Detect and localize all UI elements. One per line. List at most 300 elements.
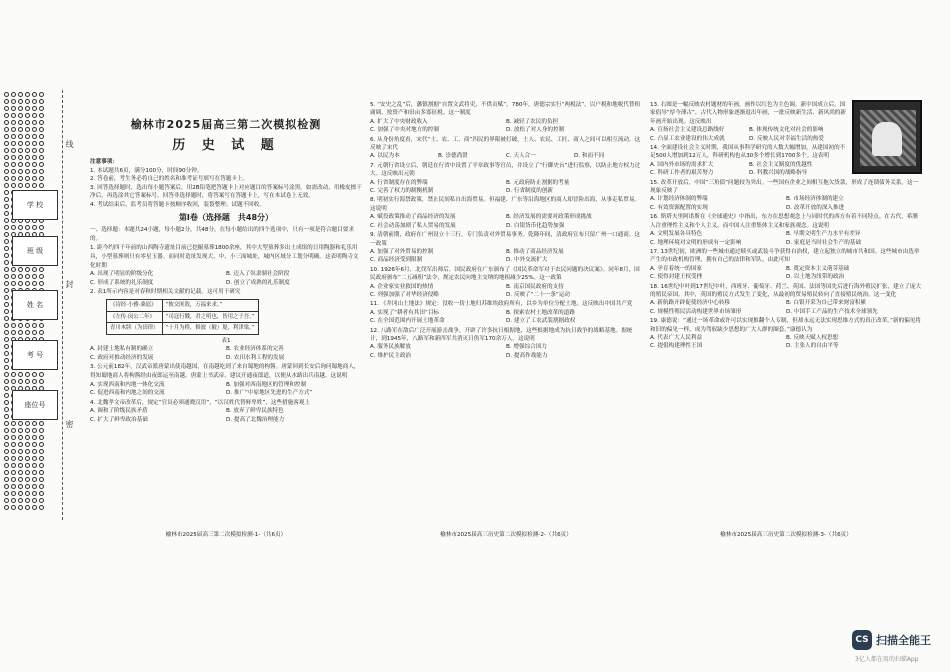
bubble [4, 190, 9, 195]
bubble [18, 155, 23, 160]
question-stem: 4. 北魏孝文帝改革后，规定“官员必须通晓汉语”，“以汉姓代替鲜卑姓”，这些措施客观上 [90, 399, 311, 406]
question-stem: 2. 表1所示内容是对春秋时期相关文献的记载。这可用于研究 [90, 289, 241, 296]
answer-option: C. 使得封建王权受挫 [650, 274, 703, 281]
bubble [25, 330, 30, 335]
cut-label-feng: 封 [65, 280, 74, 288]
bubble [39, 442, 44, 447]
answer-option: C. 完善了权力的制衡机制 [370, 188, 434, 195]
bubble [32, 183, 37, 188]
answer-option: A. 企业家实业救国的热情 [370, 283, 434, 290]
bubble [32, 505, 37, 510]
question-stem: 13. 右图是一幅反映农村题材的年画，画作以红色为主色调。新中国成立后，国家倡导“厚今薄古”，古代人物形象逐渐退出年画，一批反映新生活、新风尚的新年画开始出现。这反映出 [650, 102, 846, 125]
bubble [4, 470, 9, 475]
answer-option: B. 经济发展的需要对政策形成挑战 [506, 214, 592, 221]
scanner-tagline: 3亿人都在用的扫描App [855, 656, 919, 663]
column-1 [90, 158, 362, 425]
bubble [11, 155, 16, 160]
answer-option: A. 调和了阶级民族矛盾 [90, 408, 148, 415]
bubble [39, 449, 44, 454]
answer-option: D. 以土地为纽带的政治 [786, 274, 845, 281]
answer-option: A. 国内外市场的需求扩大 [650, 161, 714, 168]
bubble [4, 253, 9, 258]
field-name[interactable]: 姓 名 [12, 290, 58, 320]
bubble [4, 127, 9, 132]
answer-option: D. 主张人的自由平等 [786, 343, 839, 350]
bubble [4, 155, 9, 160]
bubble [25, 127, 30, 132]
bubble [4, 323, 9, 328]
bubble [39, 491, 44, 496]
question-stem: 19. 康德说：“通过一场革命或许可以实现推翻个人专制，但却永远无法实现思维方式的真正改革。”新的偏见将和旧的偏见一样，成为驾驭缺少思想的广大人群的圈套。”康德认为 [650, 318, 921, 333]
bubble [18, 267, 23, 272]
table-cell: “彼交匪敖，万福来求。” [162, 299, 258, 311]
answer-option: A. 以民为本 [370, 153, 400, 160]
bubble [18, 421, 23, 426]
field-exam-number[interactable]: 考 号 [12, 340, 58, 370]
bubble [11, 162, 16, 167]
answer-option: D. 行省制度的创新 [506, 188, 554, 195]
option-list [370, 309, 642, 326]
option-list [370, 118, 642, 135]
bubble [4, 330, 9, 335]
bubble [18, 281, 23, 286]
bubble [11, 491, 16, 496]
answer-option: A. 服务民族解放 [370, 344, 411, 351]
bubble [4, 365, 9, 370]
answer-option: B. 减轻了农民的负担 [506, 118, 559, 125]
bubble [4, 211, 9, 216]
question-stem: 11. 《井冈山土地法》规定：没收一切土地归苏维埃政府所有，以乡为单位分配土地。这反映出中国共产党 [370, 301, 633, 308]
bubble [4, 92, 9, 97]
field-class[interactable]: 班 级 [12, 236, 58, 266]
bubble [18, 99, 23, 104]
bubble [4, 295, 9, 300]
page-footer-1: 榆林市2025届高三第二次模拟检测-1-（共6页） [165, 532, 287, 538]
bubble [25, 162, 30, 167]
answer-option: D. 中国手工产品的生产技术全球领先 [786, 308, 878, 315]
bubble [25, 92, 30, 97]
bubble [39, 183, 44, 188]
option-list [90, 345, 362, 362]
bubble [4, 344, 9, 349]
answer-option: A. 实现西南和内地一体化交流 [90, 381, 165, 388]
bubble [39, 176, 44, 181]
bubble [25, 134, 30, 139]
bubble [39, 106, 44, 111]
answer-option: D. 白银货币化趋势加强 [506, 222, 565, 229]
bubble [4, 106, 9, 111]
table-cell: 《左传·闵公二年》 [107, 311, 163, 323]
scanner-name: 扫描全能王 [876, 634, 931, 647]
bubble [18, 372, 23, 377]
table-cell: “司寇行戮，君之明也，皆用之于吾。” [162, 311, 258, 323]
bubble [11, 141, 16, 146]
bubble [11, 463, 16, 468]
bubble [4, 456, 9, 461]
question-item [370, 327, 642, 361]
answer-option: A. 孕育着统一的国家 [650, 265, 703, 272]
bubble [25, 267, 30, 272]
bubble [25, 421, 30, 426]
bubble [32, 442, 37, 447]
bubble [4, 421, 9, 426]
bubble [11, 169, 16, 174]
bubble [25, 456, 30, 461]
bubble [39, 470, 44, 475]
answer-option: B. 增强综合国力 [506, 344, 547, 351]
answer-option: C. 维护民主政治 [370, 352, 412, 359]
bubble [32, 267, 37, 272]
bubble [18, 505, 23, 510]
question-stem: 12. 八路军在敌后广泛开展游击战争，开辟了许多抗日根据地，这些根据地成为抗日战争的战略基地。据统计，到1945年，八路军和新四军共消灭日伪军170余万人。这说明 [370, 327, 633, 342]
bubble [39, 421, 44, 426]
bubble [32, 421, 37, 426]
bubble [4, 134, 9, 139]
bubble [4, 148, 9, 153]
bubble [32, 169, 37, 174]
bubble [32, 92, 37, 97]
bubble [39, 274, 44, 279]
bubble [11, 470, 16, 475]
bubble [39, 463, 44, 468]
bubble [11, 477, 16, 482]
bubble [25, 169, 30, 174]
bubble [11, 183, 16, 188]
bubble [39, 155, 44, 160]
bubble [18, 491, 23, 496]
bubble [32, 141, 37, 146]
answer-option: A. 出现了明显的阶级分化 [90, 271, 154, 278]
option-list [650, 230, 922, 247]
bubble [32, 120, 37, 125]
section-intro: 一、选择题：本题共24小题，每小题2分，共48分。在每小题给出的四个选项中，只有一项是符合题目要求的。 [90, 227, 354, 242]
bubble [4, 442, 9, 447]
bubble [4, 407, 9, 412]
answer-option: A. 新航路开辟促使经济中心转移 [650, 300, 731, 307]
bubble [39, 148, 44, 153]
bubble [4, 337, 9, 342]
bubble [25, 106, 30, 111]
bubble [4, 498, 9, 503]
bubble [32, 162, 37, 167]
bubble [25, 491, 30, 496]
source-table [106, 299, 259, 335]
answer-option: B. 加强对西南地区的管理和控制 [226, 381, 307, 388]
answer-option: B. 推动了商品经济发展 [506, 248, 564, 255]
bubble [11, 421, 16, 426]
bubble [18, 442, 23, 447]
bubble [11, 498, 16, 503]
answer-option: C. 地理环境对文明的形成有一定影响 [650, 239, 742, 246]
answer-option: B. 市场经济体制的建立 [786, 196, 844, 203]
answer-option: B. 体现传统文化对社会的影响 [749, 127, 824, 134]
bubble [11, 113, 16, 118]
column-2 [370, 100, 642, 360]
bubble [18, 484, 23, 489]
bubble [32, 491, 37, 496]
bubble [18, 106, 23, 111]
bubble [18, 113, 23, 118]
option-list [650, 195, 922, 212]
answer-option: D. 反映人民对幸福生活的热爱 [749, 135, 824, 142]
bubble [39, 127, 44, 132]
bubble [4, 484, 9, 489]
bubble [32, 281, 37, 286]
bubble [11, 176, 16, 181]
option-list [370, 152, 642, 160]
bubble [4, 463, 9, 468]
answer-option: D. 创立了成熟的礼乐制度 [226, 279, 290, 286]
answer-option: D. 反映了“二十一条”运动 [506, 291, 571, 298]
bubble [32, 323, 37, 328]
answer-option: C. 商品经济受到限制 [370, 257, 423, 264]
table-row [107, 299, 259, 311]
binding-strip [0, 0, 82, 672]
question-item [90, 288, 362, 362]
bubble [18, 120, 23, 125]
bubble [18, 141, 23, 146]
bubble [4, 414, 9, 419]
answer-option: C. 有效资源配置的实现 [650, 204, 708, 211]
answer-option: A. 计划经济体制的弊端 [650, 196, 708, 203]
option-list [370, 283, 642, 300]
answer-option: B. 放弃了鲜卑民族特色 [226, 408, 284, 415]
answer-option: B. 崇德尚贤 [438, 153, 468, 160]
bubble [11, 484, 16, 489]
bubble [39, 162, 44, 167]
page-footer-3: 榆林市2025届高三历史第二次模拟检测-3-（共6页） [720, 532, 852, 538]
bubble [25, 176, 30, 181]
bubble [4, 99, 9, 104]
bubble [4, 316, 9, 321]
bubble [11, 323, 16, 328]
bubble [11, 127, 16, 132]
answer-option: D. 建立了工农武装割据政权 [506, 318, 576, 325]
table-cell: 《诗经·小雅·桑扈》 [107, 299, 163, 311]
question-stem: 6. 从身份角度看，宋代“士、农、工、商”四民的界限被打破，士人、农民、工匠、商人之间可以相互流动。这反映了宋代 [370, 136, 641, 152]
answer-option: D. 提高了北魏治理能力 [226, 417, 285, 424]
answer-option: B. 探索农村土地改革的道路 [506, 309, 575, 316]
bubble [25, 477, 30, 482]
answer-option: C. 列强加强了对华经济侵略 [370, 291, 439, 298]
notes-heading: 注意事项： [90, 159, 118, 165]
bubble [4, 232, 9, 237]
bubble [4, 239, 9, 244]
bubble [18, 169, 23, 174]
bubble [25, 148, 30, 153]
bubble [11, 92, 16, 97]
bubble [25, 463, 30, 468]
question-item [370, 300, 642, 325]
bubble [25, 449, 30, 454]
question-list-2 [370, 101, 642, 360]
subject-title: 历 史 试 题 [172, 138, 280, 153]
question-item [370, 196, 642, 230]
bubble [18, 456, 23, 461]
answer-option: C. 在全国范围内开展土地革命 [370, 318, 445, 325]
bubble [39, 99, 44, 104]
answer-option: B. 南京国民政府的支持 [506, 283, 564, 290]
bubble [32, 134, 37, 139]
answer-option: C. 规模性殖民活动构建世界市场雏形 [650, 308, 742, 315]
bubble [4, 400, 9, 405]
bubble [11, 456, 16, 461]
answer-option: A. 文明发展各具特色 [650, 231, 703, 238]
bubble [39, 498, 44, 503]
option-list [650, 299, 922, 316]
bubble [39, 267, 44, 272]
bubble [18, 435, 23, 440]
bubble [25, 274, 30, 279]
answer-option: B. 白银开采为自己带来财富积累 [786, 300, 867, 307]
bubble [4, 435, 9, 440]
bubble [39, 379, 44, 384]
bubble [39, 372, 44, 377]
bubble [18, 134, 23, 139]
bubble [4, 379, 9, 384]
bubble [11, 225, 16, 230]
cut-label-xian: 线 [65, 140, 74, 148]
bubble [32, 148, 37, 153]
question-item [650, 248, 922, 282]
answer-option: D. 放松了对人身的控制 [506, 127, 565, 134]
bubble [32, 155, 37, 160]
option-list [370, 179, 642, 196]
answer-option: D. 推广“中原地区先进的生产方式” [226, 390, 313, 397]
question-stem: 7. 元朝行省设立后，朝廷在行省中设置了平章政事等官员，并设立了“行御史台”进行监察，以防止地方权力过大。这反映出元朝 [370, 162, 641, 178]
answer-option: A. 赋役政策推动了商品经济的发展 [370, 214, 456, 221]
answer-option: A. 行省制度存在的弊端 [370, 179, 428, 186]
bubble [32, 456, 37, 461]
bubble [32, 484, 37, 489]
question-item [370, 162, 642, 196]
bubble [32, 99, 37, 104]
new-year-painting-image [852, 100, 922, 174]
table-row [107, 323, 259, 335]
bubble [18, 92, 23, 97]
question-item [90, 244, 362, 287]
bubble [32, 477, 37, 482]
bubble [4, 120, 9, 125]
bubble [25, 435, 30, 440]
bubble [32, 106, 37, 111]
answer-option: C. 扩大了鲜卑政治基础 [90, 417, 148, 424]
answer-option: C. 提倡构建理性王国 [650, 343, 703, 350]
bubble [18, 148, 23, 153]
bubble [18, 477, 23, 482]
bubble [4, 477, 9, 482]
question-item [650, 283, 922, 317]
bubble [25, 281, 30, 286]
bubble [4, 141, 9, 146]
bubble [25, 225, 30, 230]
answer-option: B. 反映天赋人权思想 [786, 334, 839, 341]
bubble [11, 428, 16, 433]
bubble [18, 379, 23, 384]
bubble [11, 267, 16, 272]
answer-option: C. 社会动荡加剧了私人贸易的发展 [370, 222, 456, 229]
bubble [4, 267, 9, 272]
option-list [370, 343, 642, 360]
bubble [11, 274, 16, 279]
note-item: 3. 回答选择题时，选出每小题答案后，用2B铅笔把答题卡上对应题目的答案标号涂黑。如需改动，用橡皮擦干净后，再选涂其它答案标号。回答非选择题时，将答案写在答题卡上，写在本试卷上无效。 [90, 184, 362, 200]
bubble [4, 162, 9, 167]
bubble [32, 372, 37, 377]
bubble [39, 120, 44, 125]
bubble [18, 463, 23, 468]
answer-option: C. 加强了中央对地方的控制 [370, 127, 439, 134]
bubble [25, 442, 30, 447]
bubble [4, 372, 9, 377]
bubble [4, 491, 9, 496]
answer-option: A. 加强了对外贸易的控制 [370, 248, 434, 255]
field-school[interactable]: 学 校 [12, 190, 58, 220]
column-3 [650, 100, 922, 351]
question-item [370, 231, 642, 265]
bubble [25, 505, 30, 510]
bubble [4, 449, 9, 454]
field-seat-number[interactable]: 座位号 [12, 390, 58, 420]
bubble [25, 183, 30, 188]
bubble [4, 204, 9, 209]
note-item: 4. 考试结束后，监考员将答题卡按顺序收回，装袋整理；试题不回收。 [90, 201, 265, 208]
bubble [39, 323, 44, 328]
bubble [18, 449, 23, 454]
answer-option: D. 中外交流扩大 [506, 257, 548, 264]
question-stem: 5. “安史之乱”后，藩镇割据“自置文武将吏，不供贡赋”。780年，唐德宗实行“两税法”，以户税和地税代替租庸调，按资产和田亩多寡征税。这一制度 [370, 102, 641, 117]
bubble [32, 428, 37, 433]
bubble [32, 435, 37, 440]
question-stem: 3. 公元前182年，汉武帝派唐蒙出使南越国，在南越吃到了来自蜀地的枸酱。唐蒙回到长安后询问蜀地商人，得知蜀地商人将枸酱经由夜郎运至南越。唐蒙上书武帝，建议开通夜郎道，以便从水路出兵南越。这说明 [90, 364, 360, 380]
bubble [39, 428, 44, 433]
bubble [25, 141, 30, 146]
bubble [32, 449, 37, 454]
bubble [4, 288, 9, 293]
bubble [4, 274, 9, 279]
bubble [39, 435, 44, 440]
question-list-1 [90, 244, 362, 424]
bubble [18, 162, 23, 167]
bubble [39, 134, 44, 139]
question-stem: 9. 清朝前期，政府在广州设立十三行，专门负责对外贸易事务。乾隆年间，清政府宣布只留广州一口通商。这一政策 [370, 232, 641, 247]
bubble [39, 92, 44, 97]
bubble [4, 113, 9, 118]
answer-option: D. 和而不同 [574, 153, 605, 160]
bubble [4, 183, 9, 188]
question-stem: 18. 16世纪中叶到17世纪中叶，西班牙、葡萄牙、荷兰、英国、法国等国先后进行海外殖民扩张，建立了庞大的殖民帝国。其中，英国的殖民方式发生了变化，从最初的贸易殖民转向了直接殖民统治。这一变化 [650, 283, 922, 298]
bubble [25, 120, 30, 125]
answer-option: C. 科研工作者的艰苦努力 [650, 170, 714, 177]
bubble [11, 148, 16, 153]
bubble [39, 330, 44, 335]
bubble [4, 302, 9, 307]
bubble [4, 428, 9, 433]
bubble [11, 134, 16, 139]
bubble [18, 428, 23, 433]
bubble [25, 470, 30, 475]
bubble [18, 274, 23, 279]
bubble [32, 379, 37, 384]
bubble [11, 505, 16, 510]
bubble [25, 484, 30, 489]
bubble [25, 99, 30, 104]
bubble [4, 225, 9, 230]
bubble [39, 456, 44, 461]
question-stem: 17. 13世纪初，欧洲的一些城市通过赎买或武装斗争获得自治权，建立起独立的城市共和国。这些城市由选举产生的市政机构管理，拥有自己的法律和军队。由此可知 [650, 248, 920, 264]
bubble [25, 498, 30, 503]
bubble [18, 183, 23, 188]
option-list [90, 381, 362, 398]
